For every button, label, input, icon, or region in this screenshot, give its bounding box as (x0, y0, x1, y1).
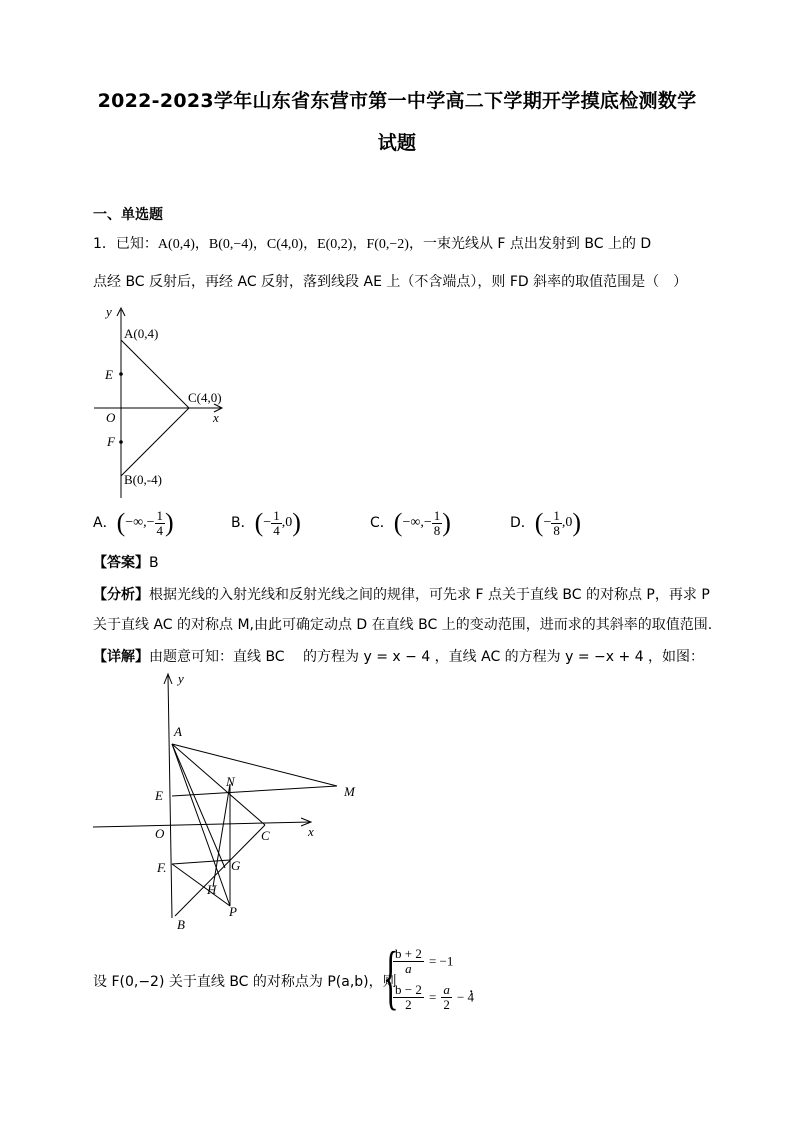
option-b (231, 508, 301, 538)
fig2-segment-nh (213, 784, 230, 887)
fig2-label-h: H (207, 882, 217, 897)
option-numerator: 1 (553, 507, 560, 523)
question-1-prefix: 1．已知： (93, 236, 158, 252)
fig2-label-e: E (155, 788, 163, 803)
fig1-point-e (119, 372, 123, 376)
fig1-label-f: F (107, 434, 115, 449)
option-sign: − (543, 515, 552, 530)
fig2-segment-fp (172, 864, 230, 906)
open-paren-icon: ( (254, 508, 264, 537)
fig2-label-m: M (344, 784, 355, 799)
fig2-x-axis (93, 822, 311, 827)
fig2-label-f: F. (157, 860, 167, 875)
equation-2 (393, 983, 474, 1012)
fig1-label-e: E (105, 367, 113, 382)
fig2-label-a: A (174, 724, 182, 739)
final-line-text: 设 F(0,−2) 关于直线 BC 的对称点为 P(a,b)，则 (93, 974, 397, 990)
fig1-label-x: x (213, 410, 219, 425)
open-paren-icon: ( (116, 508, 126, 537)
fig2-segment-ah (172, 744, 225, 868)
section-heading: 一、单选题 (93, 207, 163, 223)
question-1-text: 一束光线从 F 点出发射到 BC 上的 D (422, 236, 652, 252)
open-paren-icon: ( (393, 508, 403, 537)
eq2-left-numerator: b − 2 (395, 982, 422, 997)
fig2-segment-em (172, 786, 337, 796)
option-label: D． (510, 515, 535, 531)
option-sign: − (146, 515, 155, 530)
fig1-label-b: B(0,-4) (124, 472, 162, 487)
option-label: B． (231, 515, 255, 531)
option-denominator: 4 (156, 522, 164, 538)
option-d (510, 508, 581, 538)
analysis-line-1 (93, 584, 710, 604)
option-numerator: 1 (433, 507, 441, 523)
option-right: ,0 (281, 515, 293, 530)
option-numerator: 1 (156, 507, 164, 523)
fig1-label-o: O (106, 410, 116, 425)
analysis-line-2: 关于直线 AC 的对称点 M,由此可确定动点 D 在直线 BC 上的变动范围，进而求的其斜率的取值范围. (93, 617, 713, 633)
close-paren-icon: ) (292, 508, 301, 537)
option-left: −∞, (402, 515, 424, 530)
fig1-segment-ac (121, 340, 189, 408)
fig2-label-p: P (229, 904, 237, 919)
eq1-denominator: a (405, 961, 412, 976)
fig2-label-n: N (226, 774, 235, 789)
option-denominator: 8 (553, 522, 560, 538)
option-numerator: 1 (273, 507, 280, 523)
title-line-1: 2022-2023学年山东省东营市第一中学高二下学期开学摸底检测数学 (97, 90, 697, 112)
close-paren-icon: ) (165, 508, 174, 537)
eq2-rhs: − 4 (456, 989, 475, 1005)
analysis-tag: 【分析】 (93, 587, 149, 603)
eq2-right-denominator: 2 (443, 997, 450, 1012)
equation-1 (393, 947, 453, 976)
fig2-label-x: x (308, 824, 314, 839)
option-label: C． (370, 515, 394, 531)
figure-2 (85, 668, 375, 938)
option-label: A． (93, 515, 117, 531)
option-sign: − (423, 515, 432, 530)
open-paren-icon: ( (534, 508, 544, 537)
detail-text: 由题意可知：直线 BC 的方程为 y = x − 4 ，直线 AC 的方程为 y = −x + 4 ，如图： (149, 649, 705, 665)
option-denominator: 8 (433, 522, 441, 538)
fig1-segment-cb (121, 408, 189, 476)
option-c (370, 508, 451, 538)
final-comma: ， (469, 980, 483, 996)
close-paren-icon: ) (442, 508, 451, 537)
title-line-2: 试题 (377, 132, 417, 154)
option-sign: − (263, 515, 272, 530)
figure-1 (90, 300, 250, 500)
question-1-line-2: 点经 BC 反射后，再经 AC 反射，落到线段 AE 上（不含端点），则 FD 斜率的取值范围是（ ） (93, 274, 688, 290)
fig2-label-c: C (261, 828, 270, 843)
fig2-segment-cb (175, 825, 265, 916)
eq2-left-denominator: 2 (405, 997, 412, 1012)
option-right: ,0 (561, 515, 573, 530)
fig2-label-o: O (155, 826, 165, 841)
answer-value: B (149, 555, 159, 571)
fig2-y-axis (168, 676, 172, 918)
detail-tag: 【详解】 (93, 649, 149, 665)
detail-line (93, 646, 704, 666)
fig1-label-y: y (106, 304, 112, 319)
eq2-equals: = (428, 989, 437, 1005)
fig1-point-f (119, 440, 123, 444)
option-denominator: 4 (273, 522, 280, 538)
option-left: −∞, (125, 515, 147, 530)
eq1-rhs: = −1 (428, 953, 454, 969)
option-a (93, 508, 174, 538)
fig1-label-c: C(4,0) (188, 390, 222, 405)
fig2-label-b: B (177, 917, 185, 932)
eq1-numerator: b + 2 (395, 946, 422, 961)
eq2-right-numerator: a (443, 982, 450, 997)
fig2-label-y: y (178, 671, 184, 686)
analysis-text-1: 根据光线的入射光线和反射光线之间的规律，可先求 F 点关于直线 BC 的对称点 P，再求 P (149, 587, 710, 603)
question-1-line-1 (93, 233, 651, 253)
answer-line (93, 552, 159, 572)
fig2-segment-fg (172, 860, 230, 864)
fig1-label-a: A(0,4) (124, 326, 159, 341)
question-1-points: A(0,4)，B(0,−4)，C(4,0)，E(0,2)，F(0,−2)， (157, 237, 423, 252)
answer-tag: 【答案】 (93, 555, 149, 571)
fig2-label-g: G (231, 858, 241, 873)
close-paren-icon: ) (572, 508, 582, 537)
brace-icon: { (383, 937, 399, 1017)
